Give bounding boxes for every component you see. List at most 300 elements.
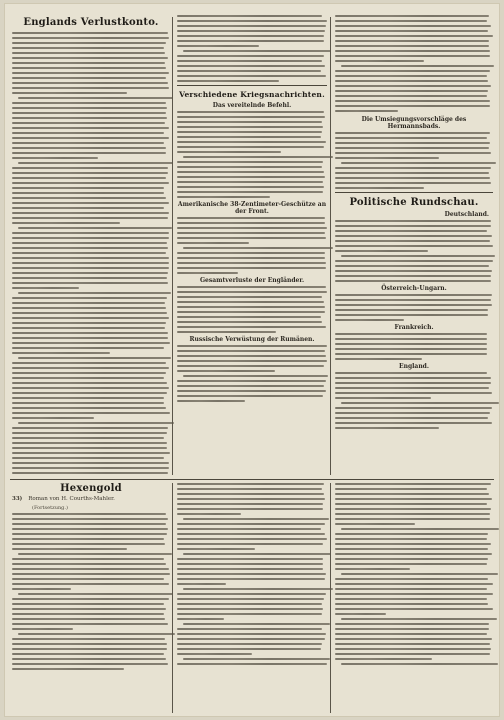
text-line	[177, 166, 322, 168]
text-line	[335, 648, 491, 650]
text-line	[177, 291, 327, 293]
text-line	[177, 326, 326, 328]
text-line	[12, 583, 169, 585]
feuilleton-col3	[335, 483, 493, 668]
text-line	[12, 202, 169, 204]
text-line	[341, 255, 495, 257]
text-line	[12, 172, 168, 174]
text-line	[12, 603, 164, 605]
text-line	[177, 217, 325, 219]
text-line	[341, 65, 494, 67]
text-line	[335, 613, 386, 615]
text-line	[335, 152, 491, 154]
subsection-deutschland: Deutschland.	[444, 211, 489, 218]
article-body-verluste	[177, 286, 327, 333]
text-line	[12, 387, 169, 389]
text-line	[177, 573, 326, 575]
text-line	[335, 633, 487, 635]
column-divider	[330, 483, 331, 713]
article-body-england	[335, 372, 493, 429]
text-line	[12, 573, 170, 575]
text-line	[183, 518, 329, 520]
text-line	[335, 309, 488, 311]
text-line	[12, 337, 168, 339]
text-line	[12, 282, 168, 284]
text-line	[18, 633, 175, 635]
text-line	[12, 382, 167, 384]
article-body-frankreich	[335, 333, 493, 360]
text-line	[177, 380, 326, 382]
text-line	[177, 121, 322, 123]
text-line	[177, 598, 324, 600]
text-line	[177, 568, 323, 570]
text-line	[12, 42, 166, 44]
text-line	[12, 548, 127, 550]
text-line	[341, 573, 498, 575]
text-line	[177, 345, 327, 347]
text-line	[12, 197, 166, 199]
text-line	[177, 390, 326, 392]
text-line	[177, 45, 259, 47]
text-line	[177, 272, 238, 274]
text-line	[177, 593, 326, 595]
text-line	[335, 220, 491, 222]
text-line	[12, 457, 164, 459]
text-line	[12, 588, 71, 590]
text-line	[12, 167, 168, 169]
text-line	[12, 523, 166, 525]
text-line	[335, 294, 492, 296]
text-line	[12, 92, 127, 94]
text-line	[177, 171, 324, 173]
section-subtitle-verluste: Gesamtverluste der Engländer.	[199, 277, 305, 284]
text-line	[177, 508, 323, 510]
article-body-right-top	[335, 15, 493, 112]
text-line	[177, 628, 322, 630]
text-line	[183, 375, 328, 377]
text-line	[12, 307, 166, 309]
text-line	[335, 95, 487, 97]
article-body-rumaenen	[177, 345, 327, 402]
text-line	[335, 553, 492, 555]
text-line	[177, 538, 327, 540]
text-line	[335, 280, 491, 282]
text-line	[12, 212, 169, 214]
text-line	[12, 342, 170, 344]
text-line	[335, 240, 490, 242]
text-line	[12, 117, 167, 119]
text-line	[177, 286, 326, 288]
text-line	[177, 60, 322, 62]
novel-byline: Roman von H. Courths-Mahler.	[28, 496, 115, 502]
text-line	[12, 187, 164, 189]
article-body-befehl	[177, 111, 327, 198]
text-line	[335, 358, 422, 360]
text-line	[12, 132, 164, 134]
text-line	[177, 141, 326, 143]
text-line	[341, 162, 496, 164]
text-line	[12, 377, 164, 379]
text-line	[177, 321, 322, 323]
text-line	[335, 20, 487, 22]
text-line	[335, 260, 493, 262]
text-line	[12, 157, 98, 159]
text-line	[335, 518, 490, 520]
text-line	[177, 488, 322, 490]
text-line	[12, 638, 165, 640]
text-line	[177, 242, 249, 244]
text-line	[335, 412, 490, 414]
text-line	[177, 55, 324, 57]
text-line	[12, 272, 168, 274]
text-line	[12, 122, 165, 124]
text-line	[183, 623, 330, 625]
text-line	[177, 311, 325, 313]
text-line	[335, 80, 488, 82]
text-line	[12, 347, 164, 349]
text-line	[335, 623, 489, 625]
novel-continued: (Fortsetzung.)	[32, 505, 68, 511]
article-body-deutschland	[335, 220, 493, 282]
text-line	[335, 513, 490, 515]
column-middle	[177, 15, 327, 405]
text-line	[12, 533, 167, 535]
section-title-kriegsnachrichten: Verschiedene Kriegsnachrichten.	[179, 90, 325, 99]
text-line	[12, 322, 166, 324]
article-body-umsiegung	[335, 132, 493, 189]
text-line	[335, 353, 487, 355]
text-line	[12, 287, 79, 289]
text-line	[12, 367, 169, 369]
text-line	[12, 62, 165, 64]
text-line	[12, 417, 94, 419]
text-line	[18, 162, 173, 164]
text-line	[335, 60, 424, 62]
novel-text-col3	[335, 483, 493, 665]
text-line	[177, 257, 325, 259]
text-line	[335, 90, 488, 92]
text-line	[335, 167, 491, 169]
text-line	[18, 97, 173, 99]
text-line	[12, 177, 166, 179]
text-line	[177, 227, 327, 229]
text-line	[12, 77, 166, 79]
text-line	[335, 578, 488, 580]
feuilleton-col1	[12, 483, 170, 673]
text-line	[335, 85, 491, 87]
section-subtitle-geschuetze: Amerikanische 38-Zentimeter-Geschütze an der Front.	[177, 201, 327, 215]
text-line	[12, 82, 168, 84]
text-line	[12, 623, 168, 625]
text-line	[335, 172, 489, 174]
text-line	[335, 658, 432, 660]
text-line	[335, 187, 424, 189]
text-line	[335, 343, 487, 345]
text-line	[12, 37, 169, 39]
text-line	[12, 52, 165, 54]
text-line	[12, 543, 165, 545]
text-line	[177, 136, 321, 138]
text-line	[12, 352, 110, 354]
text-line	[177, 558, 323, 560]
text-line	[12, 407, 166, 409]
text-line	[12, 32, 168, 34]
text-line	[177, 146, 324, 148]
text-line	[12, 668, 124, 670]
text-line	[335, 230, 487, 232]
text-line	[177, 365, 324, 367]
text-line	[177, 70, 321, 72]
text-line	[335, 417, 488, 419]
text-line	[177, 633, 326, 635]
column-left	[12, 15, 170, 477]
article-title-englands-verlustkonto: Englands Verlustkonto.	[23, 17, 159, 28]
text-line	[335, 304, 492, 306]
text-line	[335, 265, 489, 267]
text-line	[177, 35, 324, 37]
column-divider	[172, 17, 173, 475]
text-line	[177, 653, 252, 655]
text-line	[12, 628, 73, 630]
text-line	[177, 301, 324, 303]
text-line	[335, 299, 491, 301]
text-line	[177, 608, 323, 610]
text-line	[177, 360, 327, 362]
text-line	[177, 237, 326, 239]
text-line	[335, 132, 490, 134]
text-line	[12, 402, 164, 404]
text-line	[177, 350, 325, 352]
text-line	[12, 658, 166, 660]
section-title-umsiegung: Die Umsiegungsvorschläge des Hermannsbads.	[361, 116, 467, 130]
text-line	[177, 355, 326, 357]
text-line	[335, 483, 491, 485]
text-line	[335, 493, 489, 495]
text-line	[12, 447, 167, 449]
text-line	[335, 110, 398, 112]
text-line	[335, 319, 404, 321]
text-line	[335, 177, 490, 179]
text-line	[335, 593, 493, 595]
text-line	[335, 558, 488, 560]
text-line	[12, 608, 166, 610]
text-line	[335, 75, 487, 77]
text-line	[335, 245, 493, 247]
text-line	[177, 181, 323, 183]
text-line	[177, 20, 327, 22]
text-line	[335, 333, 487, 335]
text-line	[12, 598, 169, 600]
text-line	[335, 157, 439, 159]
text-line	[341, 618, 497, 620]
text-line	[177, 262, 326, 264]
text-line	[177, 40, 324, 42]
text-line	[177, 503, 323, 505]
subsection-frankreich: Frankreich.	[394, 324, 434, 331]
text-line	[335, 638, 492, 640]
text-line	[183, 553, 331, 555]
text-line	[177, 30, 325, 32]
text-line	[335, 382, 491, 384]
text-line	[335, 407, 492, 409]
text-line	[18, 292, 171, 294]
text-line	[335, 35, 493, 37]
text-line	[335, 377, 491, 379]
text-line	[12, 312, 167, 314]
text-line	[335, 563, 487, 565]
text-line	[335, 235, 492, 237]
article-body-oesterreich	[335, 294, 493, 321]
text-line	[12, 613, 164, 615]
text-line	[12, 232, 169, 234]
text-line	[18, 357, 171, 359]
text-line	[335, 392, 492, 394]
text-line	[177, 176, 325, 178]
section-rule	[335, 192, 493, 193]
text-line	[12, 462, 169, 464]
text-line	[177, 267, 326, 269]
text-line	[335, 147, 489, 149]
text-line	[12, 442, 167, 444]
text-line	[177, 370, 275, 372]
text-line	[177, 316, 321, 318]
text-line	[12, 297, 167, 299]
text-line	[335, 387, 489, 389]
text-line	[12, 72, 169, 74]
text-line	[177, 151, 281, 153]
text-line	[335, 25, 491, 27]
text-line	[12, 317, 169, 319]
text-line	[335, 250, 428, 252]
text-line	[177, 528, 321, 530]
text-line	[335, 15, 489, 17]
text-line	[177, 296, 322, 298]
text-line	[335, 608, 493, 610]
text-line	[177, 513, 241, 515]
novel-number: 33)	[12, 496, 23, 502]
text-line	[335, 225, 491, 227]
text-line	[335, 653, 490, 655]
text-line	[335, 628, 489, 630]
text-line	[335, 598, 487, 600]
text-line	[12, 87, 169, 89]
column-divider	[172, 483, 173, 713]
text-line	[177, 638, 325, 640]
text-line	[12, 127, 169, 129]
column-right	[335, 15, 493, 432]
text-line	[177, 116, 325, 118]
text-line	[335, 538, 487, 540]
text-line	[335, 498, 492, 500]
text-line	[335, 603, 488, 605]
text-line	[335, 523, 415, 525]
text-line	[12, 437, 164, 439]
text-line	[18, 227, 172, 229]
text-line	[177, 548, 255, 550]
text-line	[12, 237, 169, 239]
text-line	[335, 50, 490, 52]
text-line	[12, 182, 169, 184]
text-line	[177, 533, 325, 535]
text-line	[335, 348, 487, 350]
article-body-top	[177, 15, 327, 82]
section-rule	[177, 85, 327, 86]
text-line	[177, 80, 279, 82]
text-line	[177, 493, 324, 495]
text-line	[12, 653, 164, 655]
text-line	[12, 538, 164, 540]
text-line	[335, 543, 491, 545]
text-line	[177, 618, 224, 620]
text-line	[177, 498, 325, 500]
text-line	[12, 102, 166, 104]
text-line	[12, 452, 170, 454]
text-line	[177, 331, 276, 333]
text-line	[18, 593, 173, 595]
text-line	[177, 543, 323, 545]
text-line	[335, 503, 487, 505]
text-line	[335, 422, 492, 424]
text-line	[12, 432, 167, 434]
text-line	[12, 412, 170, 414]
text-line	[12, 513, 166, 515]
text-line	[335, 105, 490, 107]
text-line	[12, 222, 120, 224]
text-line	[177, 252, 325, 254]
text-line	[12, 397, 164, 399]
text-line	[335, 182, 491, 184]
text-line	[335, 45, 489, 47]
text-line	[177, 131, 322, 133]
novel-text-col2	[177, 483, 327, 665]
text-line	[12, 207, 164, 209]
text-line	[12, 563, 166, 565]
text-line	[177, 643, 322, 645]
text-line	[177, 126, 323, 128]
text-line	[335, 427, 439, 429]
text-line	[12, 302, 165, 304]
novel-text-col1	[12, 513, 170, 670]
text-line	[12, 467, 169, 469]
feuilleton-divider	[10, 479, 494, 480]
text-line	[12, 558, 164, 560]
text-line	[335, 643, 490, 645]
section-subtitle-rumaenen: Russische Verwüstung der Rumänen.	[189, 336, 315, 343]
text-line	[177, 232, 325, 234]
text-line	[177, 385, 324, 387]
text-line	[335, 40, 489, 42]
text-line	[12, 472, 168, 474]
text-line	[177, 196, 270, 198]
text-line	[335, 397, 431, 399]
text-line	[12, 147, 166, 149]
newspaper-page	[4, 3, 500, 717]
text-line	[335, 588, 487, 590]
text-line	[12, 277, 167, 279]
text-line	[335, 548, 488, 550]
text-line	[12, 528, 168, 530]
text-line	[177, 523, 325, 525]
text-line	[183, 658, 330, 660]
text-line	[12, 247, 168, 249]
text-line	[335, 100, 490, 102]
text-line	[177, 663, 327, 665]
text-line	[177, 306, 325, 308]
text-line	[12, 257, 169, 259]
text-line	[12, 242, 167, 244]
article-body-englands-verlustkonto	[12, 32, 170, 474]
text-line	[12, 262, 169, 264]
